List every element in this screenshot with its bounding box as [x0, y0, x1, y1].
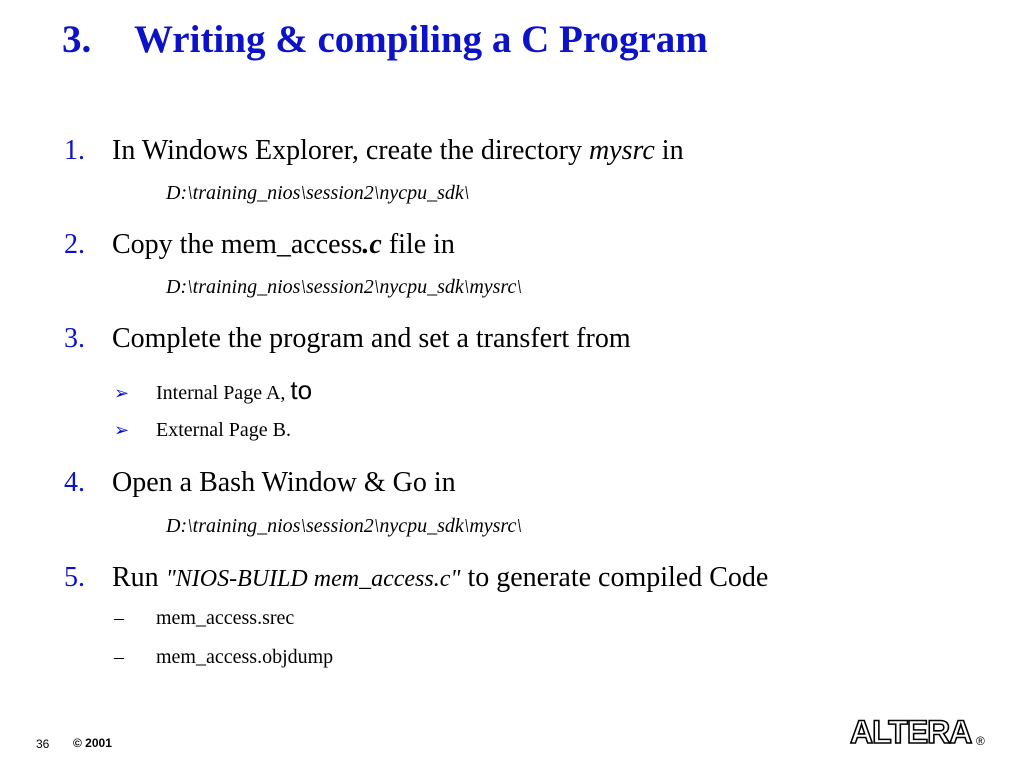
step-4-text: Open a Bash Window & Go in — [112, 467, 456, 498]
step-3-text: Complete the program and set a transfert from — [112, 323, 631, 354]
step-1 — [64, 134, 684, 168]
step-3 — [64, 322, 631, 356]
step-5-text-b: to generate compiled Code — [460, 562, 769, 593]
step-1-text-b: in — [654, 135, 684, 166]
altera-logo — [848, 713, 988, 749]
title-number: 3. — [62, 18, 92, 61]
logo-wordmark: ALTERA — [850, 714, 972, 749]
arrow-bullet-icon: ➢ — [114, 383, 130, 403]
step-1-text-a: In Windows Explorer, create the directory — [112, 135, 589, 166]
step-2-text-b: file in — [381, 229, 455, 260]
subitem-text: External Page B. — [156, 419, 291, 441]
step-3-subitem-1 — [114, 377, 312, 406]
step-2-extension: .c — [362, 229, 382, 260]
page-number: 36 — [36, 737, 50, 751]
step-5-command: "NIOS-BUILD mem_access.c" — [165, 566, 461, 592]
subitem-text: mem_access.objdump — [156, 646, 334, 668]
step-5 — [64, 561, 768, 596]
step-5-text-a: Run — [112, 562, 166, 593]
subitem-text: mem_access.srec — [156, 607, 295, 629]
step-1-path: D:\training_nios\session2\nycpu_sdk\ — [166, 182, 470, 204]
dash-bullet: – — [114, 646, 124, 668]
registered-mark: ® — [976, 734, 985, 748]
step-1-number: 1. — [64, 135, 85, 166]
dash-bullet: – — [114, 607, 124, 629]
arrow-bullet-icon: ➢ — [114, 420, 130, 440]
step-5-number: 5. — [64, 562, 85, 593]
title-text: Writing & compiling a C Program — [134, 18, 708, 61]
step-2 — [64, 228, 455, 262]
step-4-path: D:\training_nios\session2\nycpu_sdk\mysrc\ — [166, 515, 522, 537]
step-3-number: 3. — [64, 323, 85, 354]
step-5-subitem-2 — [114, 644, 333, 670]
step-2-text-a: Copy the mem_access — [112, 229, 363, 260]
step-5-subitem-1 — [114, 605, 294, 631]
step-2-path: D:\training_nios\session2\nycpu_sdk\mysrc\ — [166, 276, 522, 298]
copyright: © 2001 — [73, 736, 112, 750]
step-4 — [64, 466, 456, 500]
subitem-text: Internal Page A, — [156, 382, 291, 404]
step-1-dir-name: mysrc — [588, 135, 655, 166]
subitem-extra: to — [290, 375, 313, 405]
slide-title — [62, 16, 708, 64]
step-2-number: 2. — [64, 229, 85, 260]
step-3-subitem-2 — [114, 417, 291, 443]
step-4-number: 4. — [64, 467, 85, 498]
